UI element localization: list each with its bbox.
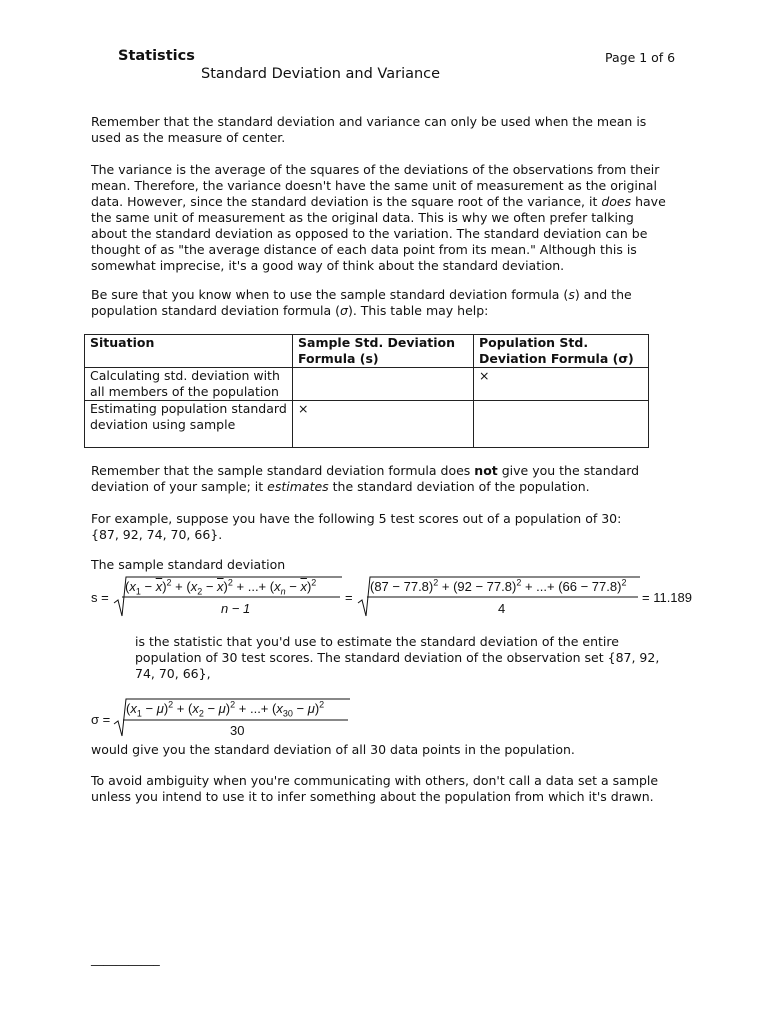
sample-numerator-2: $(87 - 77.8)^2 + (92 - 77.8)^2$ + ...+ $(66 - 77.8)^2$ [370,577,627,594]
bold-not: not [474,463,498,478]
page-number: Page 1 of 6 [605,50,676,65]
pop-lhs: σ = [91,712,111,727]
paragraph-ambiguity: To avoid ambiguity when you're communicating with others, don't call a data set a sample unless you intend to use it to infer something about the population from which it's drawn. [91,773,659,804]
p3-text-c: ). This table may help: [347,303,489,318]
example-line1: For example, suppose you have the following 5 test scores out of a population of 30: [91,511,622,526]
sample-lhs-text: s = [91,590,109,605]
row1-population: × [474,368,649,401]
header-population: Population Std. Deviation Formula (σ) [474,335,649,368]
symbol-s: s [568,287,575,302]
sample-result: = 11.189 [642,590,693,605]
p4-text-c: the standard deviation of the population. [328,479,590,494]
footnote-line: ___________ [91,951,160,966]
header-situation: Situation [85,335,293,368]
paragraph-statistic: is the statistic that you'd use to estimate the standard deviation of the entire population of 30 test scores. The standard deviation of the observation set {87, 92, 74, 70, 66}, [135,634,660,681]
header-sample: Sample Std. Deviation Formula (s) [293,335,474,368]
sample-den1-text: n − 1 [221,601,251,616]
sample-denominator-2: 4 [498,601,506,616]
emphasis-does: does [601,194,632,209]
p4-text-a: Remember that the sample standard deviation formula does [91,463,475,478]
row2-sample: × [293,401,474,448]
paragraph-variance-part1: The variance is the average of the squares of the deviations of the observations from their mean. Therefore, the variance doesn't have the same unit of measurement as the original data. However, since the standard deviation is the square root of the variance, it [91,162,660,209]
sample-denominator-1 [221,601,250,616]
row2-situation: Estimating population standard deviation using sample [85,401,293,448]
paragraph-sample-sd-label: The sample standard deviation [91,557,286,572]
p3-text-b: ) and the population standard deviation formula ( [91,287,632,318]
example-scores: {87, 92, 74, 70, 66}. [91,527,223,542]
emphasis-estimates: estimates [267,479,329,494]
equals-sign: = [345,590,353,605]
symbol-sigma: σ [340,303,348,318]
paragraph-mean-note: Remember that the standard deviation and variance can only be used when the mean is used as the measure of center. [91,114,647,145]
subject-heading: Statistics [118,48,195,64]
p3-text-a: Be sure that you know when to use the sample standard deviation formula ( [91,287,569,302]
paragraph-variance-part2: have the same unit of measurement as the original data. This is why we often prefer talking about the standard deviation as opposed to the variation. The standard deviation can be thought of as "the average distance of each data point from its mean." Although this is somewhat imprecise, it's a good way of think about the standard deviation. [91,194,666,273]
paragraph-population-note: would give you the standard deviation of all 30 data points in the population. [91,742,575,757]
page-title: Standard Deviation and Variance [201,66,441,82]
row1-situation: Calculating std. deviation with all members of the population [85,368,293,401]
p4-text-b: give you the standard deviation of your sample; it [91,463,640,494]
pop-denominator: 30 [230,723,245,738]
sample-numerator-1: $(x_1 - \overline{x})^2 + (x_2 - \overline{x})^2$ + ...+ $(x_n - \overline{x})^2$ [125,577,317,597]
sample-lhs [91,590,109,605]
pop-numerator: $(x_1 - \mu)^2 + (x_2 - \mu)^2$ + ...+ $(x_{30} - \mu)^2$ [126,699,325,719]
